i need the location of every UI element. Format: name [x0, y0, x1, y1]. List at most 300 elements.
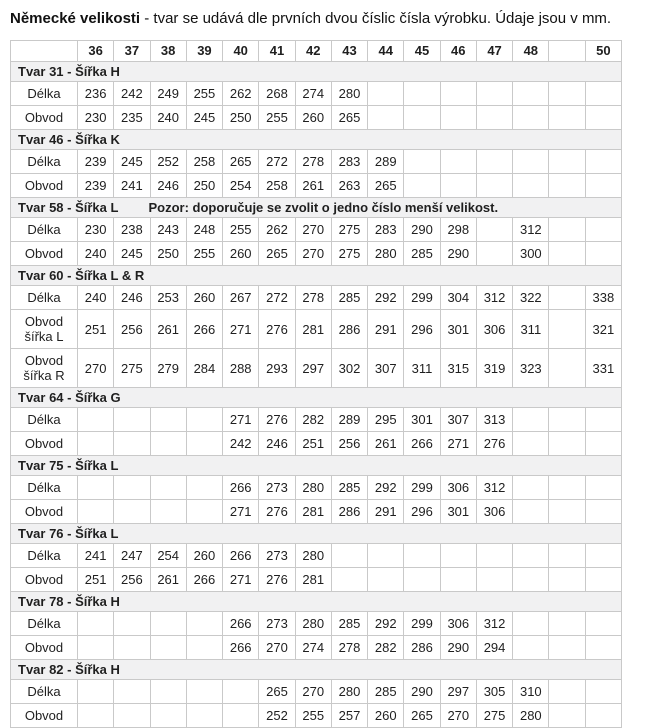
- value-cell: [186, 704, 222, 728]
- value-cell: 250: [223, 106, 259, 130]
- value-cell: 304: [440, 286, 476, 310]
- value-cell: 271: [223, 500, 259, 524]
- section-header-row: [11, 660, 622, 680]
- row-label: Délka: [11, 286, 78, 310]
- section-header-cell: [11, 62, 622, 82]
- value-cell: 235: [114, 106, 150, 130]
- value-cell: 248: [186, 218, 222, 242]
- value-cell: [513, 500, 549, 524]
- value-cell: 260: [295, 106, 331, 130]
- row-label: Obvod: [11, 704, 78, 728]
- value-cell: 250: [150, 242, 186, 266]
- value-cell: 261: [150, 568, 186, 592]
- section-note: Pozor: doporučuje se zvolit o jedno číslo menší velikost.: [148, 200, 499, 215]
- value-cell: 250: [186, 174, 222, 198]
- value-cell: 254: [223, 174, 259, 198]
- value-cell: 312: [513, 218, 549, 242]
- value-cell: 276: [259, 568, 295, 592]
- value-cell: 301: [440, 500, 476, 524]
- value-cell: [513, 106, 549, 130]
- section-title: Tvar 82 - Šířka H: [18, 662, 120, 677]
- page-title-rest: - tvar se udává dle prvních dvou číslic čísla výrobku. Údaje jsou v mm.: [140, 10, 612, 27]
- section-header-cell: [11, 456, 622, 476]
- value-cell: 276: [259, 500, 295, 524]
- value-cell: 239: [78, 150, 114, 174]
- value-cell: 265: [331, 106, 367, 130]
- value-cell: 294: [476, 636, 512, 660]
- value-cell: 290: [404, 218, 440, 242]
- section-title: Tvar 31 - Šířka H: [18, 64, 120, 79]
- value-cell: 272: [259, 150, 295, 174]
- value-cell: [368, 106, 404, 130]
- value-cell: 258: [259, 174, 295, 198]
- value-cell: 253: [150, 286, 186, 310]
- value-cell: [585, 242, 621, 266]
- value-cell: 273: [259, 612, 295, 636]
- value-cell: 262: [259, 218, 295, 242]
- value-cell: [78, 612, 114, 636]
- value-cell: [549, 218, 585, 242]
- value-cell: 322: [513, 286, 549, 310]
- value-cell: 256: [114, 310, 150, 349]
- value-cell: [549, 704, 585, 728]
- value-cell: [476, 242, 512, 266]
- value-cell: 255: [295, 704, 331, 728]
- value-cell: [513, 432, 549, 456]
- value-cell: 251: [295, 432, 331, 456]
- row-label: Obvod: [11, 636, 78, 660]
- size-header-cell: 36: [78, 41, 114, 62]
- value-cell: 256: [114, 568, 150, 592]
- value-cell: [549, 242, 585, 266]
- value-cell: 260: [186, 286, 222, 310]
- value-cell: [513, 82, 549, 106]
- value-cell: [78, 704, 114, 728]
- value-cell: [150, 612, 186, 636]
- value-cell: [186, 636, 222, 660]
- value-cell: 292: [368, 286, 404, 310]
- value-cell: [549, 174, 585, 198]
- value-cell: 240: [78, 242, 114, 266]
- section-header-row: [11, 456, 622, 476]
- row-label: Obvod: [11, 568, 78, 592]
- section-title: Tvar 46 - Šířka K: [18, 132, 120, 147]
- value-cell: [585, 106, 621, 130]
- value-cell: 281: [295, 310, 331, 349]
- value-cell: [404, 106, 440, 130]
- page-title-bold: Německé velikosti: [10, 10, 141, 27]
- value-cell: 273: [259, 476, 295, 500]
- value-cell: 285: [331, 612, 367, 636]
- value-cell: [513, 612, 549, 636]
- data-row: [11, 500, 622, 524]
- size-header-cell: [549, 41, 585, 62]
- value-cell: [186, 432, 222, 456]
- value-cell: 270: [440, 704, 476, 728]
- size-header-cell: 42: [295, 41, 331, 62]
- size-table: [10, 40, 622, 728]
- value-cell: 280: [513, 704, 549, 728]
- value-cell: [150, 408, 186, 432]
- section-title: Tvar 78 - Šířka H: [18, 594, 120, 609]
- value-cell: [476, 218, 512, 242]
- value-cell: [585, 174, 621, 198]
- value-cell: 305: [476, 680, 512, 704]
- value-cell: [585, 432, 621, 456]
- section-header-cell: [11, 524, 622, 544]
- row-label: Délka: [11, 544, 78, 568]
- value-cell: 279: [150, 349, 186, 388]
- value-cell: [549, 310, 585, 349]
- value-cell: 230: [78, 106, 114, 130]
- value-cell: 299: [404, 612, 440, 636]
- value-cell: 252: [150, 150, 186, 174]
- value-cell: 313: [476, 408, 512, 432]
- value-cell: 254: [150, 544, 186, 568]
- section-title: Tvar 76 - Šířka L: [18, 526, 119, 541]
- value-cell: 274: [295, 636, 331, 660]
- value-cell: 271: [223, 310, 259, 349]
- value-cell: 301: [404, 408, 440, 432]
- value-cell: [476, 544, 512, 568]
- row-label: Délka: [11, 408, 78, 432]
- value-cell: 286: [404, 636, 440, 660]
- value-cell: 285: [331, 286, 367, 310]
- section-header-cell: [11, 198, 622, 218]
- value-cell: 280: [295, 476, 331, 500]
- row-label: Obvod: [11, 242, 78, 266]
- value-cell: 315: [440, 349, 476, 388]
- value-cell: [549, 150, 585, 174]
- value-cell: [404, 150, 440, 174]
- value-cell: 262: [223, 82, 259, 106]
- value-cell: 273: [259, 544, 295, 568]
- value-cell: [549, 680, 585, 704]
- value-cell: [476, 150, 512, 174]
- value-cell: [549, 408, 585, 432]
- value-cell: [440, 544, 476, 568]
- value-cell: [476, 174, 512, 198]
- value-cell: 265: [259, 242, 295, 266]
- size-header-cell: 38: [150, 41, 186, 62]
- value-cell: 290: [440, 242, 476, 266]
- value-cell: [331, 568, 367, 592]
- row-label: Obvod: [11, 106, 78, 130]
- value-cell: [476, 568, 512, 592]
- value-cell: 286: [331, 500, 367, 524]
- value-cell: [114, 680, 150, 704]
- value-cell: [585, 408, 621, 432]
- value-cell: [476, 82, 512, 106]
- size-table-head: [11, 41, 622, 62]
- value-cell: 240: [150, 106, 186, 130]
- value-cell: 299: [404, 476, 440, 500]
- value-cell: [440, 568, 476, 592]
- data-row: [11, 286, 622, 310]
- value-cell: 261: [295, 174, 331, 198]
- value-cell: 281: [295, 568, 331, 592]
- value-cell: [513, 476, 549, 500]
- data-row: [11, 612, 622, 636]
- value-cell: 281: [295, 500, 331, 524]
- value-cell: 295: [368, 408, 404, 432]
- value-cell: [368, 82, 404, 106]
- value-cell: 257: [331, 704, 367, 728]
- value-cell: [585, 544, 621, 568]
- section-header-cell: [11, 388, 622, 408]
- row-label: Délka: [11, 612, 78, 636]
- value-cell: 276: [259, 408, 295, 432]
- value-cell: [404, 174, 440, 198]
- value-cell: [404, 544, 440, 568]
- value-cell: 270: [78, 349, 114, 388]
- value-cell: 236: [78, 82, 114, 106]
- value-cell: [150, 432, 186, 456]
- value-cell: 284: [186, 349, 222, 388]
- value-cell: [549, 432, 585, 456]
- size-header-cell: 43: [331, 41, 367, 62]
- section-title: Tvar 58 - Šířka L: [18, 200, 119, 215]
- data-row: [11, 349, 622, 388]
- value-cell: 245: [114, 150, 150, 174]
- value-cell: [78, 432, 114, 456]
- row-label: Obvod šířka R: [11, 349, 78, 388]
- value-cell: 246: [259, 432, 295, 456]
- data-row: [11, 636, 622, 660]
- value-cell: [78, 680, 114, 704]
- value-cell: 302: [331, 349, 367, 388]
- page-title: [10, 10, 642, 28]
- value-cell: 285: [331, 476, 367, 500]
- row-label: Délka: [11, 82, 78, 106]
- row-label: Obvod: [11, 432, 78, 456]
- value-cell: [150, 680, 186, 704]
- data-row: [11, 106, 622, 130]
- value-cell: 246: [150, 174, 186, 198]
- value-cell: 278: [295, 150, 331, 174]
- value-cell: 265: [223, 150, 259, 174]
- data-row: [11, 568, 622, 592]
- value-cell: 251: [78, 310, 114, 349]
- value-cell: 292: [368, 612, 404, 636]
- value-cell: [186, 612, 222, 636]
- value-cell: [440, 174, 476, 198]
- value-cell: [513, 174, 549, 198]
- value-cell: 266: [223, 476, 259, 500]
- value-cell: [549, 106, 585, 130]
- value-cell: 270: [295, 218, 331, 242]
- value-cell: 268: [259, 82, 295, 106]
- value-cell: 272: [259, 286, 295, 310]
- section-title: Tvar 60 - Šířka L & R: [18, 268, 145, 283]
- value-cell: [549, 500, 585, 524]
- value-cell: 267: [223, 286, 259, 310]
- value-cell: 266: [223, 612, 259, 636]
- section-title: Tvar 64 - Šířka G: [18, 390, 121, 405]
- data-row: [11, 544, 622, 568]
- value-cell: [114, 476, 150, 500]
- value-cell: 239: [78, 174, 114, 198]
- value-cell: 245: [114, 242, 150, 266]
- value-cell: 286: [331, 310, 367, 349]
- value-cell: 270: [259, 636, 295, 660]
- value-cell: 276: [476, 432, 512, 456]
- value-cell: 260: [223, 242, 259, 266]
- data-row: [11, 408, 622, 432]
- data-row: [11, 82, 622, 106]
- value-cell: [585, 476, 621, 500]
- value-cell: 297: [295, 349, 331, 388]
- value-cell: 291: [368, 310, 404, 349]
- value-cell: 252: [259, 704, 295, 728]
- value-cell: 261: [368, 432, 404, 456]
- value-cell: [440, 106, 476, 130]
- value-cell: 285: [368, 680, 404, 704]
- data-row: [11, 174, 622, 198]
- value-cell: [549, 476, 585, 500]
- value-cell: [186, 680, 222, 704]
- value-cell: 275: [114, 349, 150, 388]
- value-cell: 266: [404, 432, 440, 456]
- value-cell: 255: [259, 106, 295, 130]
- value-cell: 270: [295, 242, 331, 266]
- data-row: [11, 680, 622, 704]
- value-cell: 300: [513, 242, 549, 266]
- value-cell: 230: [78, 218, 114, 242]
- value-cell: 266: [186, 568, 222, 592]
- value-cell: [114, 636, 150, 660]
- value-cell: 260: [186, 544, 222, 568]
- value-cell: 258: [186, 150, 222, 174]
- data-row: [11, 704, 622, 728]
- value-cell: [549, 636, 585, 660]
- row-label: Délka: [11, 680, 78, 704]
- row-label: Délka: [11, 150, 78, 174]
- size-header-row: [11, 41, 622, 62]
- value-cell: [585, 150, 621, 174]
- value-cell: 280: [295, 544, 331, 568]
- value-cell: 255: [186, 82, 222, 106]
- value-cell: [549, 349, 585, 388]
- value-cell: 293: [259, 349, 295, 388]
- size-header-cell: 37: [114, 41, 150, 62]
- value-cell: 266: [223, 544, 259, 568]
- value-cell: [150, 704, 186, 728]
- value-cell: [585, 704, 621, 728]
- value-cell: 288: [223, 349, 259, 388]
- value-cell: 263: [331, 174, 367, 198]
- section-header-cell: [11, 130, 622, 150]
- value-cell: [186, 476, 222, 500]
- section-header-row: [11, 524, 622, 544]
- value-cell: [513, 544, 549, 568]
- value-cell: [404, 568, 440, 592]
- value-cell: 338: [585, 286, 621, 310]
- value-cell: 255: [186, 242, 222, 266]
- value-cell: 280: [295, 612, 331, 636]
- value-cell: 310: [513, 680, 549, 704]
- size-header-cell: 47: [476, 41, 512, 62]
- value-cell: [78, 408, 114, 432]
- row-label: Obvod: [11, 500, 78, 524]
- value-cell: [114, 500, 150, 524]
- value-cell: [368, 544, 404, 568]
- section-header-row: [11, 266, 622, 286]
- value-cell: 311: [513, 310, 549, 349]
- section-header-row: [11, 198, 622, 218]
- section-header-cell: [11, 660, 622, 680]
- value-cell: 278: [331, 636, 367, 660]
- value-cell: 271: [223, 408, 259, 432]
- value-cell: [549, 612, 585, 636]
- value-cell: [440, 82, 476, 106]
- value-cell: 246: [114, 286, 150, 310]
- row-label: Obvod: [11, 174, 78, 198]
- section-header-row: [11, 388, 622, 408]
- value-cell: 276: [259, 310, 295, 349]
- row-label: Obvod šířka L: [11, 310, 78, 349]
- value-cell: [186, 408, 222, 432]
- value-cell: 307: [440, 408, 476, 432]
- value-cell: 301: [440, 310, 476, 349]
- value-cell: 266: [186, 310, 222, 349]
- value-cell: 241: [78, 544, 114, 568]
- section-header-cell: [11, 592, 622, 612]
- value-cell: 240: [78, 286, 114, 310]
- value-cell: 271: [223, 568, 259, 592]
- value-cell: [114, 612, 150, 636]
- value-cell: [150, 500, 186, 524]
- size-header-cell: 48: [513, 41, 549, 62]
- value-cell: 270: [295, 680, 331, 704]
- value-cell: 274: [295, 82, 331, 106]
- value-cell: [150, 636, 186, 660]
- value-cell: [585, 636, 621, 660]
- data-row: [11, 310, 622, 349]
- value-cell: 331: [585, 349, 621, 388]
- value-cell: 242: [223, 432, 259, 456]
- value-cell: [404, 82, 440, 106]
- value-cell: [549, 286, 585, 310]
- value-cell: 280: [331, 82, 367, 106]
- value-cell: 292: [368, 476, 404, 500]
- section-header-row: [11, 130, 622, 150]
- value-cell: 282: [368, 636, 404, 660]
- value-cell: 319: [476, 349, 512, 388]
- data-row: [11, 242, 622, 266]
- value-cell: 306: [476, 500, 512, 524]
- value-cell: 278: [295, 286, 331, 310]
- value-cell: [585, 82, 621, 106]
- corner-cell: [11, 41, 78, 62]
- value-cell: [549, 82, 585, 106]
- size-header-cell: 44: [368, 41, 404, 62]
- row-label: Délka: [11, 476, 78, 500]
- value-cell: 311: [404, 349, 440, 388]
- value-cell: 283: [368, 218, 404, 242]
- value-cell: [585, 612, 621, 636]
- value-cell: 265: [259, 680, 295, 704]
- value-cell: [368, 568, 404, 592]
- value-cell: 249: [150, 82, 186, 106]
- value-cell: [114, 704, 150, 728]
- value-cell: [513, 150, 549, 174]
- value-cell: 266: [223, 636, 259, 660]
- value-cell: 296: [404, 310, 440, 349]
- value-cell: 306: [440, 612, 476, 636]
- section-header-row: [11, 592, 622, 612]
- data-row: [11, 476, 622, 500]
